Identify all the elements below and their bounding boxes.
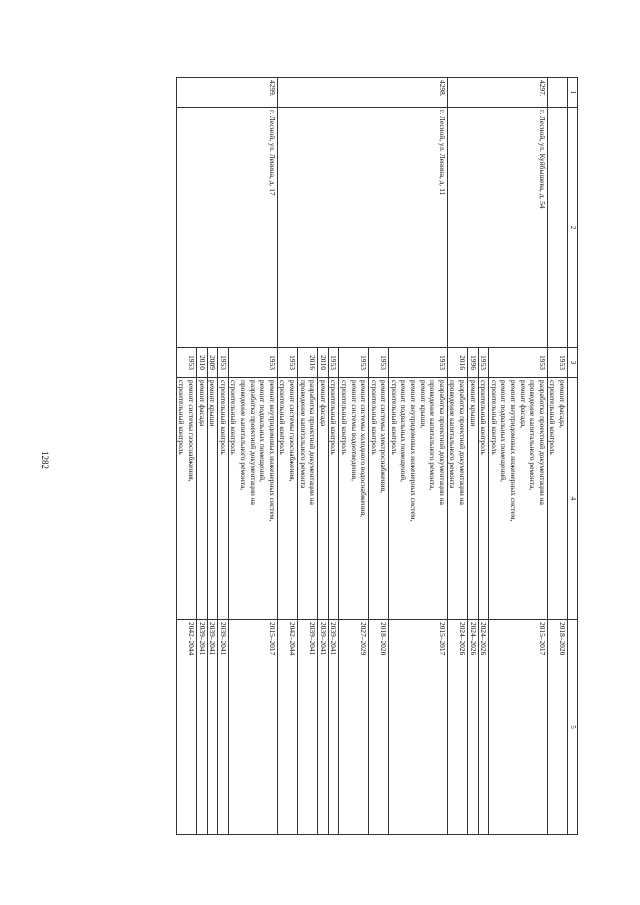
- year-cell: 1953: [478, 348, 489, 378]
- period-cell: 2039–2041: [328, 620, 339, 835]
- work-line: разработка проектной документации на: [437, 380, 447, 505]
- address-cell: г. Лесной, ул. Куйбышева, д. 54: [447, 108, 547, 348]
- work-line: ремонт внутридомовых инженерных систем,: [409, 380, 419, 522]
- work-line: разработка проектной документации на: [308, 380, 318, 505]
- work-line: строительный контроль: [329, 380, 339, 455]
- work-line: строительный контроль: [229, 380, 239, 455]
- year-cell: 1953: [176, 348, 196, 378]
- work-line: разработка проектной документации на: [248, 380, 258, 505]
- year-cell: 2016: [297, 348, 317, 378]
- work-line: ремонт внутридомовых инженерных систем,: [509, 380, 519, 522]
- work-line: ремонт системы газоснабжения,: [187, 380, 197, 482]
- work-line: проведение капитального ремонта,: [239, 380, 248, 491]
- period-cell: 2039–2041: [318, 620, 329, 835]
- work-line: разработка проектной документации на: [458, 380, 468, 505]
- work-line: ремонт крыши: [208, 380, 218, 427]
- period-cell: 2042–2044: [277, 620, 297, 835]
- work-cell: [277, 378, 297, 620]
- table-row: [228, 78, 277, 835]
- work-line: строительный контроль: [369, 380, 379, 455]
- work-cell: [297, 378, 317, 620]
- year-cell: 1953: [547, 348, 567, 378]
- period-cell: 2024–2026: [468, 620, 479, 835]
- work-line: ремонт фасада,: [518, 380, 528, 428]
- table-row: [489, 78, 548, 835]
- work-line: ремонт системы холодного водоснабжения,: [359, 380, 369, 517]
- period-cell: 2015–2017: [389, 620, 448, 835]
- header-cell: 5: [568, 620, 578, 835]
- year-cell: 1953: [277, 348, 297, 378]
- work-line: проведение капитального ремонта,: [428, 380, 438, 491]
- work-line: строительный контроль: [278, 380, 288, 455]
- period-cell: 2042–2044: [176, 620, 196, 835]
- work-line: ремонт системы водоотведения,: [349, 380, 359, 481]
- year-cell: 2010: [197, 348, 208, 378]
- work-cell: [468, 378, 479, 620]
- work-line: проведение капитального ремонта: [448, 380, 458, 489]
- work-cell: [318, 378, 329, 620]
- entry-number: [547, 78, 567, 108]
- year-cell: 1953: [339, 348, 369, 378]
- work-line: ремонт системы газоснабжения,: [287, 380, 297, 482]
- work-line: ремонт подвальных помещений,: [399, 380, 409, 482]
- work-line: ремонт крыши,: [418, 380, 428, 429]
- work-line: ремонт системы электроснабжения,: [379, 380, 389, 493]
- table-row: [389, 78, 448, 835]
- period-cell: 2039–2041: [297, 620, 317, 835]
- work-line: строительный контроль: [389, 380, 399, 455]
- work-line: строительный контроль: [548, 380, 558, 455]
- header-row: [568, 78, 578, 835]
- period-cell: 2015–2017: [228, 620, 277, 835]
- work-line: разработка проектной документации на: [537, 380, 547, 505]
- work-cell: [369, 378, 389, 620]
- work-cell: [328, 378, 339, 620]
- work-line: строительный контроль: [489, 380, 499, 455]
- work-cell: [228, 378, 277, 620]
- year-cell: 1953: [369, 348, 389, 378]
- header-cell: 3: [568, 348, 578, 378]
- entry-number: 4299.: [176, 78, 277, 108]
- work-line: строительный контроль: [218, 380, 228, 455]
- address-cell: [547, 108, 567, 348]
- work-cell: [389, 378, 448, 620]
- year-cell: 1953: [218, 348, 229, 378]
- work-cell: [489, 378, 548, 620]
- work-cell: [218, 378, 229, 620]
- repair-schedule-table: [176, 77, 578, 835]
- work-cell: [207, 378, 218, 620]
- period-cell: 2018–2020: [369, 620, 389, 835]
- work-cell: [447, 378, 467, 620]
- year-cell: 1996: [468, 348, 479, 378]
- work-cell: [478, 378, 489, 620]
- period-cell: 2039–2041: [218, 620, 229, 835]
- year-cell: 2010: [318, 348, 329, 378]
- work-line: ремонт внутридомовых инженерных систем,: [267, 380, 277, 522]
- work-line: проведение капитального ремонта,: [528, 380, 538, 491]
- work-line: строительный контроль: [339, 380, 349, 455]
- work-line: ремонт крыши: [468, 380, 478, 427]
- period-cell: 2024–2026: [478, 620, 489, 835]
- work-line: ремонт фасада: [318, 380, 328, 427]
- work-line: ремонт фасада: [197, 380, 207, 427]
- entry-number: 4298.: [277, 78, 447, 108]
- header-cell: 2: [568, 108, 578, 348]
- work-cell: [176, 378, 196, 620]
- work-line: проведение капитального ремонта: [298, 380, 308, 489]
- page-number: 1282: [40, 451, 50, 469]
- work-cell: [197, 378, 208, 620]
- work-line: строительный контроль: [177, 380, 187, 455]
- period-cell: 2027–2029: [339, 620, 369, 835]
- year-cell: 1953: [228, 348, 277, 378]
- entry-number: 4297.: [447, 78, 547, 108]
- period-cell: 2018–2020: [547, 620, 567, 835]
- work-cell: [547, 378, 567, 620]
- table-row: [547, 78, 567, 835]
- work-line: ремонт подвальных помещений,: [258, 380, 268, 482]
- period-cell: 2039–2041: [207, 620, 218, 835]
- period-cell: 2039–2041: [197, 620, 208, 835]
- table-container: [86, 77, 578, 834]
- work-cell: [339, 378, 369, 620]
- work-line: ремонт подвальных помещений,: [499, 380, 509, 482]
- year-cell: 2016: [447, 348, 467, 378]
- header-cell: 4: [568, 378, 578, 620]
- year-cell: 1953: [489, 348, 548, 378]
- period-cell: 2015–2017: [489, 620, 548, 835]
- year-cell: 2009: [207, 348, 218, 378]
- year-cell: 1953: [328, 348, 339, 378]
- table-body: [176, 78, 567, 835]
- header-cell: 1: [568, 78, 578, 108]
- period-cell: 2024–2026: [447, 620, 467, 835]
- work-line: строительный контроль: [479, 380, 489, 455]
- year-cell: 1953: [389, 348, 448, 378]
- work-line: ремонт фасада,: [558, 380, 567, 428]
- address-cell: г. Лесной, ул. Ленина, д. 17: [176, 108, 277, 348]
- address-cell: г. Лесной, ул. Ленина, д. 11: [277, 108, 447, 348]
